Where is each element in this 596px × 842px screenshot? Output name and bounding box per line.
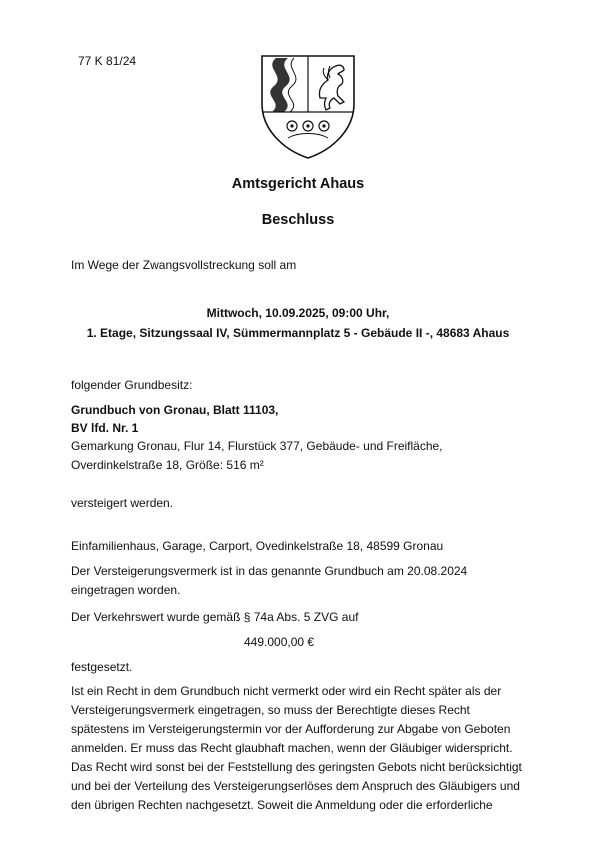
rights-line: anmelden. Er muss das Recht glaubhaft machen, wenn der Gläubiger widerspricht. xyxy=(71,741,513,755)
land-register: Grundbuch von Gronau, Blatt 11103, xyxy=(71,403,279,417)
court-name: Amtsgericht Ahaus xyxy=(231,176,365,192)
entry-line-2: eingetragen worden. xyxy=(71,583,181,597)
intro-text: Im Wege der Zwangsvollstreckung soll am xyxy=(71,258,297,272)
rights-line: den übrigen Rechten nachgesetzt. Soweit die Anmeldung oder die erforderliche xyxy=(71,798,493,812)
property-intro: folgender Grundbesitz: xyxy=(71,378,193,392)
value-intro: Der Verkehrswert wurde gemäß § 74a Abs. 5 ZVG auf xyxy=(71,610,359,624)
bv-number: BV lfd. Nr. 1 xyxy=(71,421,139,435)
nrw-coat-of-arms-icon xyxy=(258,50,358,162)
rights-line: Ist ein Recht in dem Grundbuch nicht vermerkt oder wird ein Recht später als der xyxy=(71,684,502,698)
rights-line: Versteigerungsvermerk eingetragen, so muss der Berechtigte dieses Recht xyxy=(71,703,470,717)
auction-phrase: versteigert werden. xyxy=(71,496,174,510)
rights-line: spätestens im Versteigerungstermin vor der Aufforderung zur Abgabe von Geboten xyxy=(71,722,511,736)
auction-location: 1. Etage, Sitzungssaal IV, Sümmermannplatz 5 - Gebäude II -, 48683 Ahaus xyxy=(86,326,510,340)
rights-line: Das Recht wird sonst bei der Feststellung des geringsten Gebots nicht berücksichtigt xyxy=(71,760,522,774)
value-outro: festgesetzt. xyxy=(71,660,133,674)
property-description: Einfamilienhaus, Garage, Carport, Ovedinkelstraße 18, 48599 Gronau xyxy=(71,539,444,553)
auction-date: Mittwoch, 10.09.2025, 09:00 Uhr, xyxy=(206,306,390,320)
document-type: Beschluss xyxy=(261,212,335,228)
market-value: 449.000,00 € xyxy=(244,635,315,649)
parcel-line-2: Overdinkelstraße 18, Größe: 516 m² xyxy=(71,458,264,472)
rights-line: und bei der Verteilung des Versteigerungserlöses dem Anspruch des Gläubigers und xyxy=(71,779,520,793)
case-number: 77 K 81/24 xyxy=(78,54,137,68)
parcel-line-1: Gemarkung Gronau, Flur 14, Flurstück 377, Gebäude- und Freifläche, xyxy=(71,439,443,453)
entry-line-1: Der Versteigerungsvermerk ist in das genannte Grundbuch am 20.08.2024 xyxy=(71,564,468,578)
